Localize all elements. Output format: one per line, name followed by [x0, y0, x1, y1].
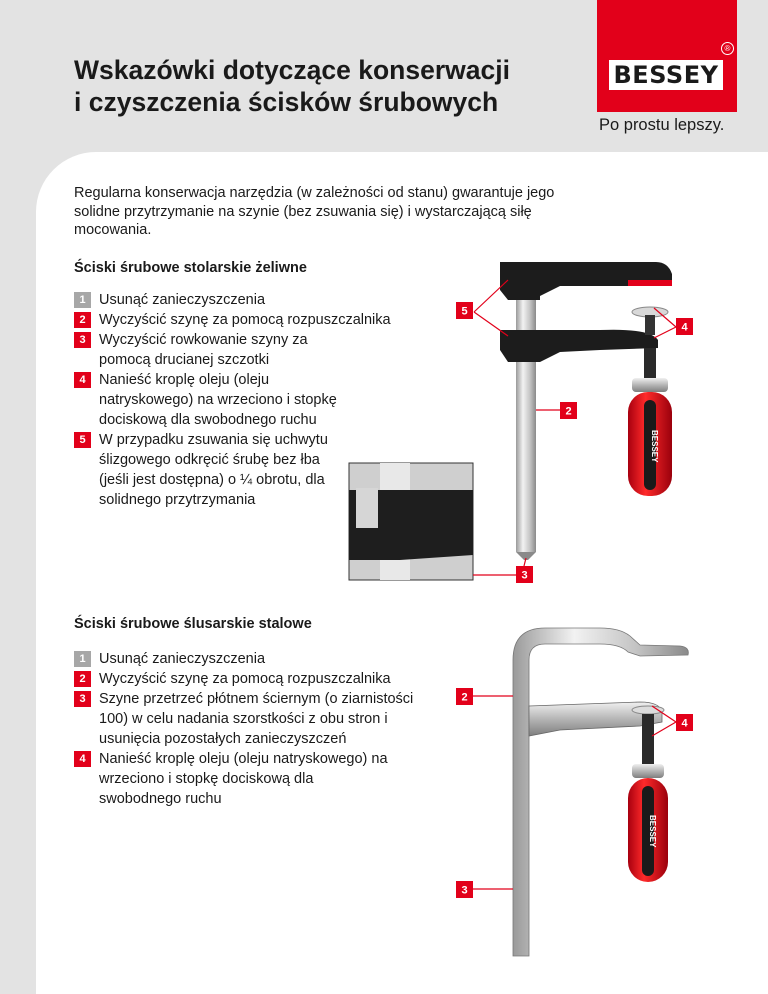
step-number: 3	[74, 691, 91, 707]
title-line-1: Wskazówki dotyczące konserwacji	[74, 55, 510, 85]
section-title-steel-clamps: Ściski śrubowe ślusarskie stalowe	[74, 616, 312, 632]
svg-text:2: 2	[565, 405, 572, 418]
step-text: Wyczyścić szynę za pomocą rozpuszczalnika	[99, 671, 391, 687]
callout-3	[473, 558, 533, 583]
pressure-pad	[632, 706, 664, 714]
title-line-2: i czyszczenia ścisków śrubowych	[74, 87, 499, 117]
svg-text:4: 4	[681, 717, 688, 730]
logo-wordmark: BESSEY	[613, 61, 719, 89]
wood-clamp-illustration	[500, 262, 672, 560]
step-number: 3	[74, 332, 91, 348]
step-text: W przypadku zsuwania się uchwytu ślizgowego odkręcić śrubę bez łba (jeśli jest dostępna) o ¼ obrotu, dla solidnego przytrzymania	[99, 432, 328, 508]
svg-text:5: 5	[461, 305, 468, 318]
inset-screw	[356, 488, 378, 528]
swivel	[645, 315, 655, 335]
ferrule	[632, 764, 664, 778]
handle-brand-text: BESSEY	[648, 815, 657, 848]
step-number: 5	[74, 432, 91, 448]
svg-text:4: 4	[681, 321, 688, 334]
jaw-pad	[628, 280, 672, 286]
spindle	[644, 348, 656, 378]
callout-2	[456, 688, 513, 705]
clamp-rail	[516, 268, 536, 552]
intro-paragraph: Regularna konserwacja narzędzia (w zależności od stanu) gwarantuje jego solidne przytrzymanie na szynie (bez zsuwania się) i wystarczającą siłę mocowania.	[74, 185, 555, 238]
spindle	[642, 714, 654, 764]
step-number: 1	[74, 651, 91, 667]
sliding-arm	[500, 330, 658, 362]
handle-brand-text: BESSEY	[650, 430, 659, 463]
registered-mark: ®	[721, 42, 734, 55]
callout-3	[456, 881, 513, 898]
step-number: 4	[74, 372, 91, 388]
step-text: Nanieść kroplę oleju (oleju natryskowego) na wrzeciono i stopkę dociskową dla swobodnego ruchu	[99, 372, 337, 428]
step-number: 4	[74, 751, 91, 767]
step-number: 2	[74, 671, 91, 687]
ferrule	[632, 378, 668, 392]
step-number: 2	[74, 312, 91, 328]
step-text: Usunąć zanieczyszczenia	[99, 292, 266, 308]
callout-4	[654, 308, 693, 338]
steel-clamp-illustration	[513, 628, 688, 956]
step-text: Wyczyścić rowkowanie szyny za pomocą drucianej szczotki	[99, 332, 308, 368]
step-number: 1	[74, 292, 91, 308]
step-text: Nanieść kroplę oleju (oleju natryskowego) na wrzeciono i stopkę dociskową dla swobodnego ruchu	[99, 751, 388, 807]
step-text: Wyczyścić szynę za pomocą rozpuszczalnika	[99, 312, 391, 328]
svg-text:3: 3	[461, 884, 468, 897]
step-text: Szyne przetrzeć płótnem ściernym (o ziarnistości 100) w celu nadania szorstkości z obu stron i usunięcia pozostałych zanieczyszczeń	[99, 691, 414, 747]
detail-inset	[349, 463, 473, 580]
callout-2	[536, 402, 577, 419]
svg-text:3: 3	[521, 569, 528, 582]
brand-tagline: Po prostu lepszy.	[599, 116, 725, 134]
svg-text:2: 2	[461, 691, 468, 704]
section-title-wood-clamps: Ściski śrubowe stolarskie żeliwne	[74, 260, 307, 276]
step-text: Usunąć zanieczyszczenia	[99, 651, 266, 667]
